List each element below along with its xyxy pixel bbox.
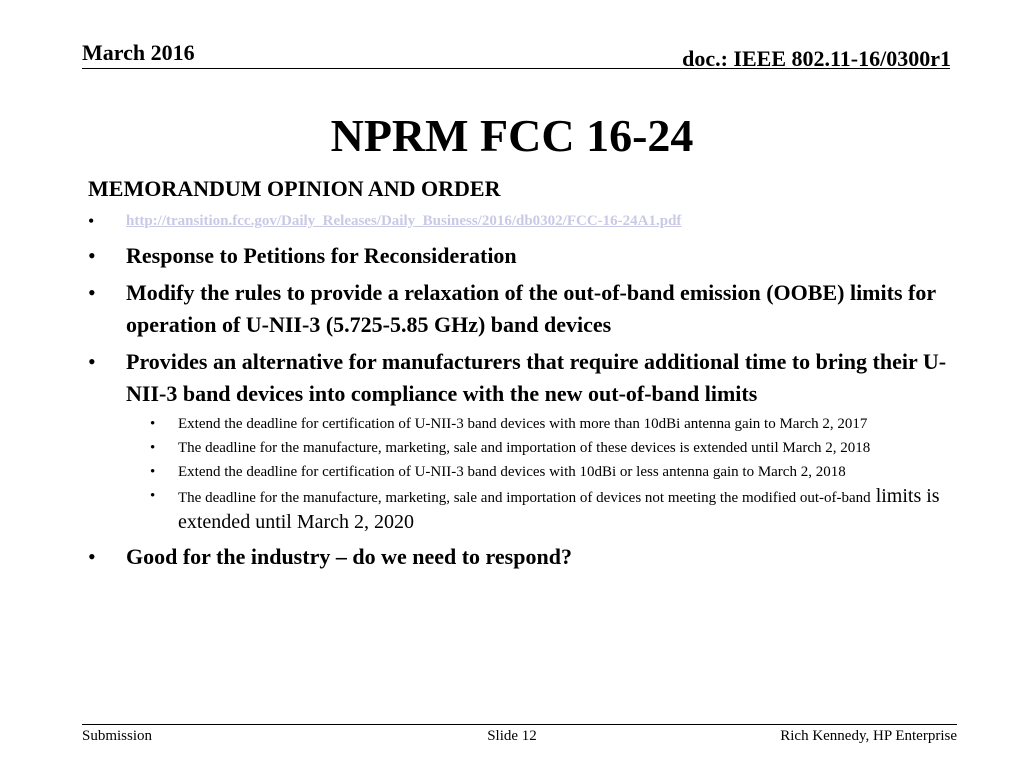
sub-bullet-text: Extend the deadline for certification of U-NII-3 band devices with more than 10dBi antenna gain to March 2, 2017 — [178, 416, 868, 432]
bullet-icon: • — [88, 544, 96, 569]
footer-author: Rich Kennedy, HP Enterprise — [780, 728, 957, 744]
section-heading: MEMORANDUM OPINION AND ORDER — [88, 176, 501, 201]
bullet-text: Good for the industry – do we need to respond? — [126, 544, 572, 569]
bullet-icon: • — [88, 243, 96, 268]
sub-bullet-text: The deadline for the manufacture, marketing, sale and importation of these devices is extended until March 2, 2018 — [178, 440, 871, 456]
sub-list-item — [150, 484, 948, 536]
sub-list-item — [150, 436, 948, 460]
sub-bullet-text: The deadline for the manufacture, marketing, sale and importation of devices not meeting the modified out-of-band — [178, 490, 871, 506]
header-date: March 2016 — [82, 40, 195, 65]
sub-bullet-icon: • — [150, 440, 156, 456]
header-divider — [82, 68, 950, 69]
bullet-list — [88, 210, 948, 573]
bullet-icon: • — [88, 349, 96, 374]
footer-submission: Submission — [82, 728, 153, 744]
list-item-link — [88, 210, 948, 232]
bullet-text: Provides an alternative for manufacturers that require additional time to bring their U-NII-3 band devices into compliance with the new out-of-band limits — [126, 349, 947, 406]
bullet-icon: • — [88, 280, 96, 305]
sub-list-item — [150, 412, 948, 436]
footer-slide-number: Slide 12 — [487, 728, 537, 744]
list-item — [88, 277, 948, 341]
header-doc-id: doc.: IEEE 802.11-16/0300r1 — [682, 46, 951, 71]
sub-list-item — [150, 460, 948, 484]
sub-bullet-list — [126, 412, 948, 536]
slide-body — [88, 176, 948, 578]
bullet-text: Modify the rules to provide a relaxation of the out-of-band emission (OOBE) limits for operation of U-NII-3 (5.725-5.85 GHz) band devices — [126, 280, 936, 337]
sub-bullet-icon: • — [150, 488, 156, 504]
sub-bullet-icon: • — [150, 464, 156, 480]
list-item — [88, 240, 948, 272]
list-item — [88, 346, 948, 536]
sub-bullet-icon: • — [150, 416, 156, 432]
bullet-icon: • — [88, 211, 95, 231]
sub-bullet-text-tail: limits is extended until March 2, 2020 — [178, 485, 940, 533]
footer-divider — [82, 724, 957, 725]
slide-title: NPRM FCC 16-24 — [330, 110, 694, 161]
fcc-document-link[interactable]: http://transition.fcc.gov/Daily_Releases/Daily_Business/2016/db0302/FCC-16-24A1.pdf — [126, 213, 682, 229]
bullet-text: Response to Petitions for Reconsideration — [126, 243, 517, 268]
list-item — [88, 541, 948, 573]
sub-bullet-text: Extend the deadline for certification of U-NII-3 band devices with 10dBi or less antenna gain to March 2, 2018 — [178, 464, 846, 480]
